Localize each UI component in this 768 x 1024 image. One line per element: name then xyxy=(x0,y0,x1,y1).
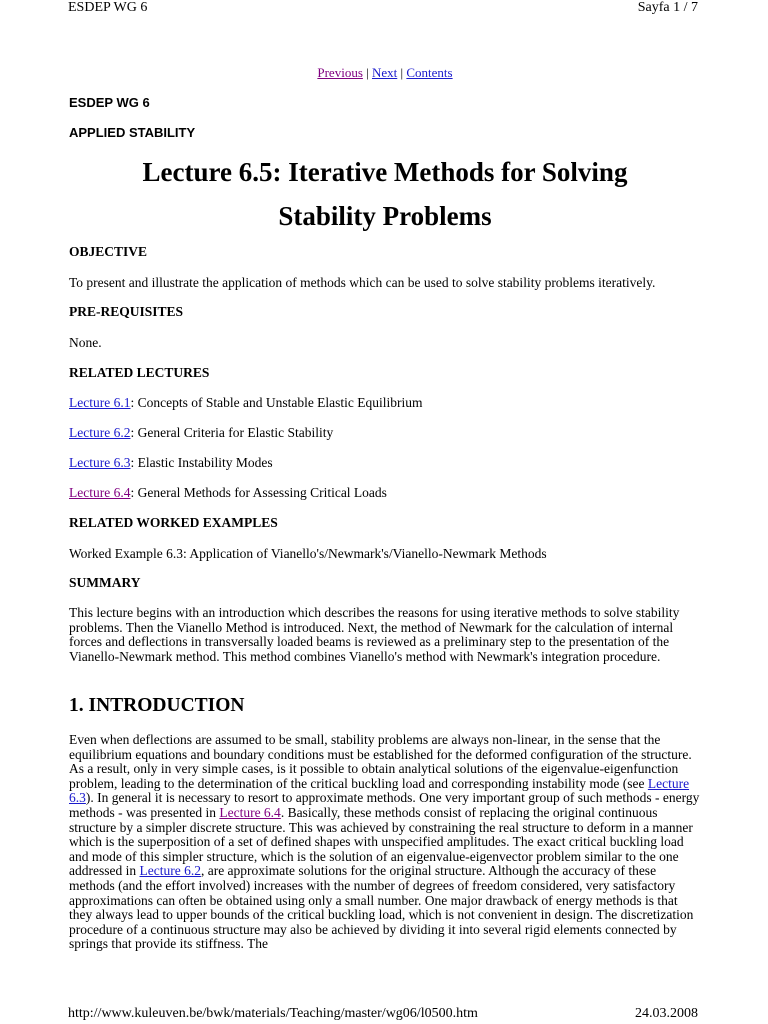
page-number: Sayfa 1 / 7 xyxy=(637,0,698,15)
summary-paragraph: This lecture begins with an introduction which describes the reasons for using iterative methods to solve stability problems. Then the Vianello Method is introduced. Next, the method of Newmark for the calculation of internal forces and deflections in transversally loaded beams is reviewed as a preliminary step to the presentation of the Vianello-Newmark method. This method combines Vianello's method with Newmark's integration procedure. xyxy=(69,605,680,664)
summary-heading: SUMMARY xyxy=(69,575,141,590)
contents-link[interactable]: Contents xyxy=(406,65,453,80)
next-link[interactable]: Next xyxy=(371,65,398,80)
prerequisites-text: None. xyxy=(69,335,102,350)
introduction-paragraph xyxy=(69,733,701,952)
intro-text-part: . Basically, these methods consist of replacing the original continuous structure by a simpler discrete structure. This was achieved by constraining the real structure to deform in a manner which is the superposition of a set of defined shapes with unspecified amplitudes. The exact critical buckling load and mode of this simpler structure, which is the solution of an eigenvalue-eigenvector problem similar to the one addressed in xyxy=(69,804,693,879)
working-group-label: ESDEP WG 6 xyxy=(69,95,150,110)
intro-text-part: , are approximate solutions for the original structure. Although the accuracy of these methods (and the effort involved) increases with the number of degrees of freedom considered, very satisfactory approximations can often be obtained using only a small number. One major drawback of energy methods is that they always lead to upper bounds of the critical buckling load, which is not convenient in design. The discretization procedure of a continuous structure may also be achieved by dividing it into several rigid elements connected by springs that provide its stiffness. The xyxy=(69,863,694,952)
worked-example-text: Worked Example 6.3: Application of Vianello's/Newmark's/Vianello-Newmark Methods xyxy=(69,546,547,561)
intro-lecture-6-4-link[interactable]: Lecture 6.4 xyxy=(219,804,281,820)
related-lecture-item xyxy=(69,455,273,471)
lecture-6-2-link[interactable]: Lecture 6.2 xyxy=(69,425,131,440)
related-lecture-item xyxy=(69,485,387,501)
nav-separator: | xyxy=(366,65,369,80)
related-lectures-heading: RELATED LECTURES xyxy=(69,365,210,380)
intro-lecture-6-3-link[interactable]: Lecture 6.3 xyxy=(69,775,690,806)
previous-link[interactable]: Previous xyxy=(317,65,363,80)
lecture-6-1-link[interactable]: Lecture 6.1 xyxy=(69,395,131,410)
prerequisites-heading: PRE-REQUISITES xyxy=(69,304,184,319)
title-line-2: Stability Problems xyxy=(278,201,492,231)
intro-lecture-6-2-link[interactable]: Lecture 6.2 xyxy=(139,863,201,879)
worked-examples-heading: RELATED WORKED EXAMPLES xyxy=(69,515,278,530)
title-line-1: Lecture 6.5: Iterative Methods for Solving xyxy=(142,157,628,187)
footer-date: 24.03.2008 xyxy=(635,1006,698,1021)
related-lecture-item xyxy=(69,395,423,411)
navigation-bar xyxy=(69,65,701,81)
lecture-6-3-link[interactable]: Lecture 6.3 xyxy=(69,455,131,470)
related-lecture-item xyxy=(69,425,333,441)
subject-label: APPLIED STABILITY xyxy=(69,125,196,140)
related-lecture-description: : General Methods for Assessing Critical Loads xyxy=(130,485,387,500)
intro-text-part: Even when deflections are assumed to be small, stability problems are always non-linear, in the sense that the equilibrium equations and boundary conditions must be established for the deformed configuration of the structure. As a result, only in very simple cases, is it possible to obtain analytical solutions of the eigenvalue-eigenfunction problem, leading to the determination of the critical buckling load and corresponding instability mode (see xyxy=(69,732,692,791)
related-lecture-description: : Elastic Instability Modes xyxy=(130,455,273,470)
page-header-left: ESDEP WG 6 xyxy=(68,0,148,15)
related-lecture-description: : Concepts of Stable and Unstable Elastic Equilibrium xyxy=(130,395,423,410)
related-lecture-description: : General Criteria for Elastic Stability xyxy=(130,425,334,440)
lecture-6-4-link[interactable]: Lecture 6.4 xyxy=(69,485,131,500)
objective-heading: OBJECTIVE xyxy=(69,244,148,259)
introduction-heading: 1. INTRODUCTION xyxy=(69,695,245,716)
objective-text: To present and illustrate the application of methods which can be used to solve stability problems iteratively. xyxy=(69,275,656,290)
intro-text-part: ). In general it is necessary to resort to approximate methods. One very important group of such methods - energy methods - was presented in xyxy=(69,790,700,820)
nav-separator: | xyxy=(400,65,404,80)
page-title xyxy=(69,150,701,238)
footer-url: http://www.kuleuven.be/bwk/materials/Teaching/master/wg06/l0500.htm xyxy=(68,1006,478,1021)
